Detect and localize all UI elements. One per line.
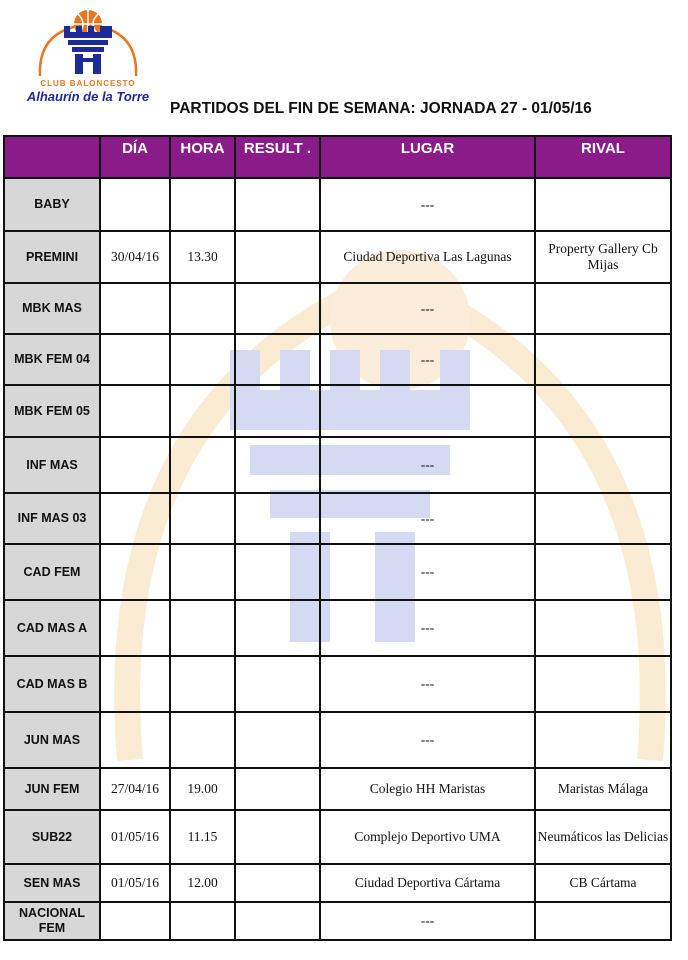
rival-cell [535, 283, 671, 334]
hora-cell: 11.15 [170, 810, 235, 864]
table-row [4, 544, 671, 600]
rival-cell [535, 178, 671, 231]
dia-cell [100, 600, 170, 656]
dia-cell [100, 178, 170, 231]
col-header-hora: HORA [170, 136, 235, 178]
rival-cell: Property Gallery Cb Mijas [535, 231, 671, 283]
hora-cell [170, 712, 235, 768]
dia-cell: 01/05/16 [100, 810, 170, 864]
category-cell: CAD MAS B [4, 656, 100, 712]
page-title: PARTIDOS DEL FIN DE SEMANA: JORNADA 27 - 01/05/16 [170, 100, 592, 117]
dia-cell [100, 283, 170, 334]
lugar-cell: Ciudad Deportiva Cártama [320, 864, 535, 902]
table-row [4, 334, 671, 385]
category-cell: PREMINI [4, 231, 100, 283]
result-cell [235, 437, 320, 493]
dia-cell [100, 437, 170, 493]
rival-cell [535, 712, 671, 768]
hora-cell [170, 493, 235, 544]
result-cell [235, 385, 320, 437]
dia-cell [100, 334, 170, 385]
dia-cell [100, 712, 170, 768]
category-cell: JUN MAS [4, 712, 100, 768]
table-row [4, 768, 671, 810]
lugar-cell: Ciudad Deportiva Las Lagunas [320, 231, 535, 283]
club-logo [18, 6, 158, 106]
result-cell [235, 334, 320, 385]
table-row [4, 283, 671, 334]
result-cell [235, 810, 320, 864]
table-row [4, 902, 671, 940]
col-header-category [4, 136, 100, 178]
rival-cell [535, 902, 671, 940]
table-row [4, 231, 671, 283]
table-row [4, 712, 671, 768]
schedule-table [3, 135, 672, 941]
hora-cell [170, 178, 235, 231]
result-cell [235, 493, 320, 544]
dia-cell: 01/05/16 [100, 864, 170, 902]
col-header-rival: RIVAL [535, 136, 671, 178]
table-row [4, 810, 671, 864]
lugar-cell: --- [320, 600, 535, 656]
category-cell: BABY [4, 178, 100, 231]
hora-cell [170, 600, 235, 656]
result-cell [235, 283, 320, 334]
lugar-cell: --- [320, 283, 535, 334]
dia-cell [100, 656, 170, 712]
rival-cell [535, 600, 671, 656]
lugar-cell: --- [320, 334, 535, 385]
logo-club-text: CLUB BALONCESTO [40, 79, 136, 88]
result-cell [235, 656, 320, 712]
result-cell [235, 712, 320, 768]
dia-cell [100, 544, 170, 600]
lugar-cell: --- [320, 544, 535, 600]
lugar-cell: Complejo Deportivo UMA [320, 810, 535, 864]
lugar-cell: Colegio HH Maristas [320, 768, 535, 810]
rival-cell [535, 385, 671, 437]
lugar-cell: --- [320, 656, 535, 712]
lugar-cell: --- [320, 178, 535, 231]
category-cell: JUN FEM [4, 768, 100, 810]
result-cell [235, 178, 320, 231]
lugar-cell [320, 385, 535, 437]
result-cell [235, 231, 320, 283]
rival-cell: Maristas Málaga [535, 768, 671, 810]
rival-cell: CB Cártama [535, 864, 671, 902]
lugar-cell: --- [320, 712, 535, 768]
dia-cell [100, 902, 170, 940]
col-header-lugar: LUGAR [320, 136, 535, 178]
rival-cell [535, 656, 671, 712]
hora-cell [170, 437, 235, 493]
rival-cell [535, 493, 671, 544]
dia-cell: 27/04/16 [100, 768, 170, 810]
hora-cell: 19.00 [170, 768, 235, 810]
category-cell: CAD MAS A [4, 600, 100, 656]
hora-cell: 13.30 [170, 231, 235, 283]
col-header-result: RESULT . [235, 136, 320, 178]
category-cell: INF MAS [4, 437, 100, 493]
hora-cell [170, 902, 235, 940]
rival-cell: Neumáticos las Delicias [535, 810, 671, 864]
table-header-row [4, 136, 671, 178]
table-row [4, 864, 671, 902]
table-row [4, 656, 671, 712]
category-cell: INF MAS 03 [4, 493, 100, 544]
rival-cell [535, 437, 671, 493]
hora-cell [170, 283, 235, 334]
hora-cell [170, 656, 235, 712]
table-row [4, 493, 671, 544]
hora-cell: 12.00 [170, 864, 235, 902]
lugar-cell: --- [320, 902, 535, 940]
result-cell [235, 902, 320, 940]
tower-icon [64, 26, 112, 74]
rival-cell [535, 334, 671, 385]
category-cell: NACIONAL FEM [4, 902, 100, 940]
result-cell [235, 864, 320, 902]
table-row [4, 178, 671, 231]
category-cell: MBK FEM 05 [4, 385, 100, 437]
rival-cell [535, 544, 671, 600]
dia-cell [100, 385, 170, 437]
category-cell: MBK FEM 04 [4, 334, 100, 385]
category-cell: SUB22 [4, 810, 100, 864]
dia-cell [100, 493, 170, 544]
table-row [4, 600, 671, 656]
category-cell: CAD FEM [4, 544, 100, 600]
result-cell [235, 768, 320, 810]
col-header-dia: DÍA [100, 136, 170, 178]
dia-cell: 30/04/16 [100, 231, 170, 283]
logo-town-text: Alhaurín de la Torre [26, 89, 150, 104]
table-row [4, 385, 671, 437]
result-cell [235, 544, 320, 600]
lugar-cell: --- [320, 493, 535, 544]
category-cell: MBK MAS [4, 283, 100, 334]
result-cell [235, 600, 320, 656]
table-row [4, 437, 671, 493]
lugar-cell: --- [320, 437, 535, 493]
hora-cell [170, 385, 235, 437]
hora-cell [170, 334, 235, 385]
category-cell: SEN MAS [4, 864, 100, 902]
hora-cell [170, 544, 235, 600]
